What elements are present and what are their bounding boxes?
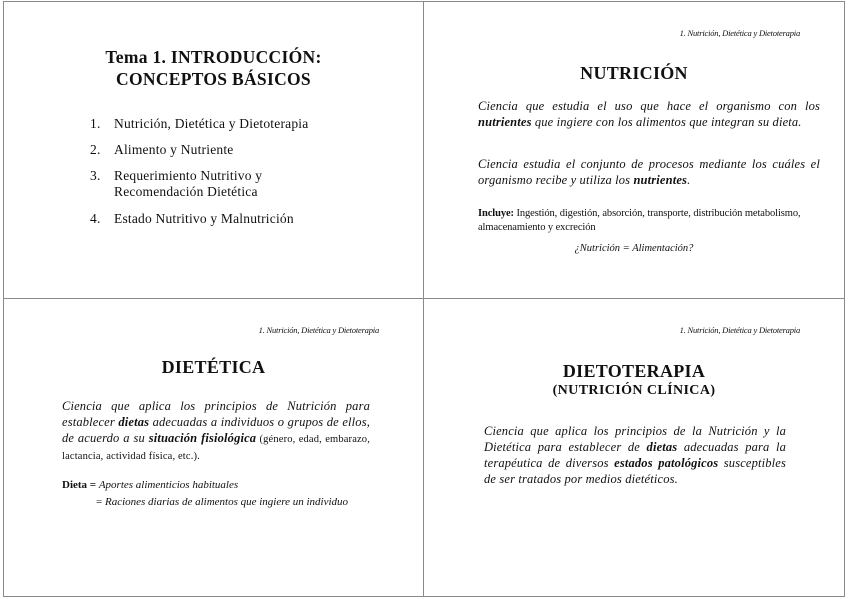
list-item bbox=[90, 142, 233, 158]
slide-4 bbox=[423, 298, 845, 597]
text-span: (género, edad, embarazo, lactancia, actividad física, etc.). bbox=[62, 434, 370, 462]
slide-title: DIETOTERAPIA bbox=[562, 361, 706, 381]
dieta-def: Aportes alimenticios habituales bbox=[98, 479, 239, 491]
question-text: ¿Nutrición = Alimentación? bbox=[574, 243, 694, 254]
list-item bbox=[90, 211, 294, 227]
slide-2 bbox=[423, 1, 845, 299]
dieta-definition bbox=[62, 477, 238, 494]
item-text bbox=[114, 116, 308, 132]
slide-header: 1. Nutrición, Dietética y Dietoterapia bbox=[679, 325, 800, 335]
emphasis-text: situación fisiológica bbox=[148, 431, 257, 445]
item-number: 2. bbox=[90, 142, 101, 157]
text-span: . bbox=[687, 173, 691, 187]
dieta-label: Dieta = bbox=[62, 479, 99, 491]
item-line: Recomendación Dietética bbox=[114, 184, 258, 199]
definition-paragraph bbox=[62, 398, 370, 464]
text-span: adecuadas para la terapéutica de diversos bbox=[484, 440, 787, 470]
slide-title: DIETÉTICA bbox=[161, 357, 266, 377]
emphasis-text: dietas bbox=[118, 415, 150, 429]
title-line-2: CONCEPTOS BÁSICOS bbox=[116, 69, 311, 89]
text-span: susceptibles de ser tratados por medios dietéticos. bbox=[484, 456, 786, 486]
slide-subtitle: (NUTRICIÓN CLÍNICA) bbox=[552, 383, 716, 398]
item-text bbox=[114, 211, 294, 227]
item-number: 1. bbox=[90, 116, 101, 131]
item-line: Requerimiento Nutritivo y bbox=[114, 168, 263, 183]
item-line: Estado Nutritivo y Malnutrición bbox=[114, 211, 294, 226]
includes-label: Incluye: bbox=[478, 208, 514, 219]
definition-paragraph bbox=[484, 423, 786, 487]
slide-header: 1. Nutrición, Dietética y Dietoterapia bbox=[258, 325, 379, 335]
item-line: Nutrición, Dietética y Dietoterapia bbox=[114, 116, 309, 131]
definition-paragraph bbox=[478, 156, 820, 188]
text-span: adecuadas a individuos o grupos de ellos, de acuerdo a su bbox=[62, 415, 370, 445]
text-span: Ciencia que aplica los principios de Nutrición para establecer bbox=[62, 399, 370, 429]
slide-1 bbox=[3, 1, 424, 299]
slide-title: NUTRICIÓN bbox=[580, 63, 688, 83]
definition-paragraph bbox=[478, 98, 820, 130]
emphasis-text: dietas bbox=[646, 440, 678, 454]
slide-3 bbox=[3, 298, 424, 597]
text-span: Ciencia que estudia el uso que hace el organismo con los bbox=[478, 99, 820, 113]
item-text bbox=[114, 168, 262, 200]
includes-text: Ingestión, digestión, absorción, transporte, distribución metabolismo, almacenamiento y excreción bbox=[478, 208, 801, 233]
list-item bbox=[90, 168, 262, 200]
item-line: Alimento y Nutriente bbox=[114, 142, 234, 157]
title-line-1: Tema 1. INTRODUCCIÓN: bbox=[105, 47, 322, 67]
emphasis-text: estados patológicos bbox=[614, 456, 719, 470]
equals-sign: = bbox=[96, 496, 105, 508]
includes-paragraph bbox=[478, 207, 828, 235]
item-number: 4. bbox=[90, 211, 101, 226]
emphasis-text: nutrientes bbox=[633, 173, 688, 187]
list-item bbox=[90, 116, 308, 132]
item-text bbox=[114, 142, 233, 158]
emphasis-text: nutrientes bbox=[478, 115, 532, 129]
slide-header: 1. Nutrición, Dietética y Dietoterapia bbox=[679, 28, 800, 38]
item-number: 3. bbox=[90, 168, 101, 183]
dieta-def: Raciones diarias de alimentos que ingiere un individuo bbox=[104, 496, 349, 508]
slide-title bbox=[4, 46, 423, 90]
text-span: Ciencia estudia el conjunto de procesos mediante los cuáles el organismo recibe y utiliza los bbox=[478, 157, 820, 187]
text-span: Ciencia que aplica los principios de la Nutrición y la Dietética para establecer de bbox=[484, 424, 786, 454]
dieta-definition-2 bbox=[96, 494, 348, 511]
text-span: que ingiere con los alimentos que integran su dieta. bbox=[531, 115, 802, 129]
